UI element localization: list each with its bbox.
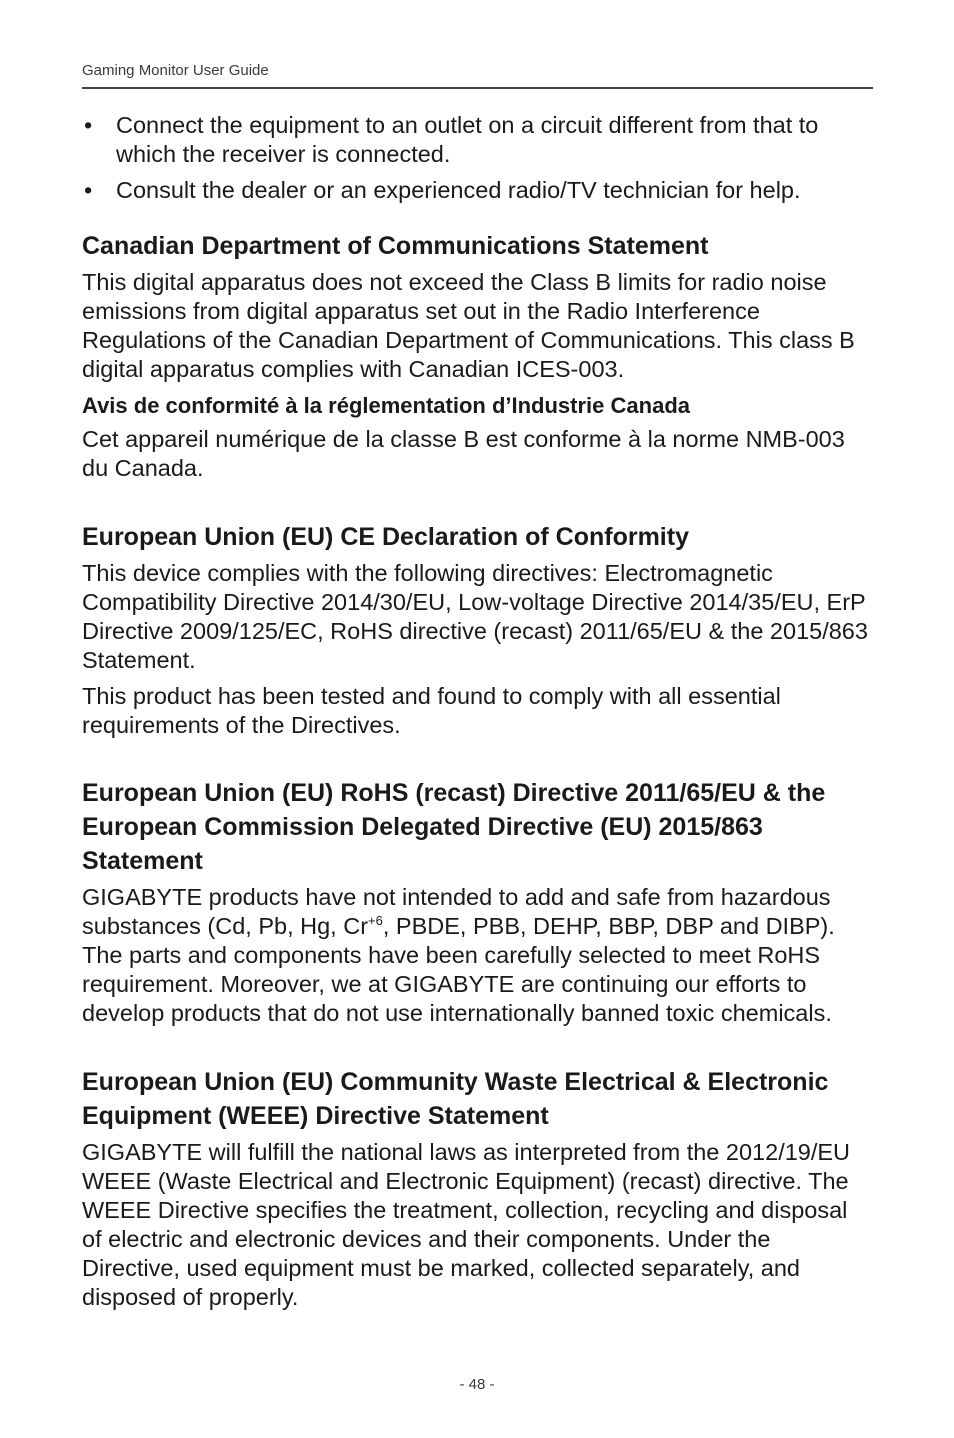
bullet-icon: • [84, 177, 93, 203]
section-body-eu-weee: GIGABYTE will fulfill the national laws as interpreted from the 2012/19/EU WEEE (Waste Electrical and Electronic Equipment) (recast) directive. The WEEE Directive specifies the treatment, collection, recycling and disposal of electric and electronic devices and their components. Under the Directive, used equipment must be marked, collected separately, and disposed of properly. [82, 1139, 851, 1310]
section-heading-eu-rohs: European Union (EU) RoHS (recast) Directive 2011/65/EU & the European Commission Delegated Directive (EU) 2015/863 Statement [82, 779, 826, 875]
page-content [82, 111, 872, 1312]
section-heading-canada: Canadian Department of Communications Statement [82, 232, 709, 260]
superscript: +6 [368, 913, 383, 929]
bullet-icon: • [84, 112, 93, 138]
section-heading-eu-ce: European Union (EU) CE Declaration of Conformity [82, 523, 689, 551]
running-header: Gaming Monitor User Guide [82, 62, 269, 79]
list-item [82, 176, 872, 205]
section-body-canada: This digital apparatus does not exceed the Class B limits for radio noise emissions from digital apparatus set out in the Radio Interference Regulations of the Canadian Department of Communications. This class B digital apparatus complies with Canadian ICES-003. [82, 269, 855, 382]
section-body-eu-ce: This device complies with the following directives: Electromagnetic Compatibility Directive 2014/30/EU, Low-voltage Directive 2014/35/EU, ErP Directive 2009/125/EC, RoHS directive (recast) 2011/65/EU & the 2015/863 Statement. [82, 560, 868, 673]
header-divider [82, 87, 873, 89]
bullet-text: Consult the dealer or an experienced radio/TV technician for help. [116, 177, 801, 203]
section-body-avis: Cet appareil numérique de la classe B est conforme à la norme NMB-003 du Canada. [82, 426, 845, 481]
list-item [82, 111, 872, 169]
section-body-eu-ce-2: This product has been tested and found to comply with all essential requirements of the Directives. [82, 683, 781, 738]
document-page [82, 0, 872, 1438]
bullet-list [82, 111, 872, 205]
bullet-text: Connect the equipment to an outlet on a circuit different from that to which the receiver is connected. [116, 112, 819, 167]
section-heading-avis: Avis de conformité à la réglementation d’Industrie Canada [82, 393, 690, 418]
page-number: - 48 - [459, 1376, 495, 1393]
section-body-eu-rohs: GIGABYTE products have not intended to add and safe from hazardous substances (Cd, Pb, Hg, $Cr^{+6}$, PBDE, PBB, DEHP, BBP, DBP and DIBP). The parts and components have been carefully selected to meet RoHS requirement. Moreover, we at GIGABYTE are continuing our efforts to develop products that do not use internationally banned toxic chemicals. [82, 884, 835, 1026]
section-heading-eu-weee: European Union (EU) Community Waste Electrical & Electronic Equipment (WEEE) Directive Statement [82, 1068, 829, 1130]
